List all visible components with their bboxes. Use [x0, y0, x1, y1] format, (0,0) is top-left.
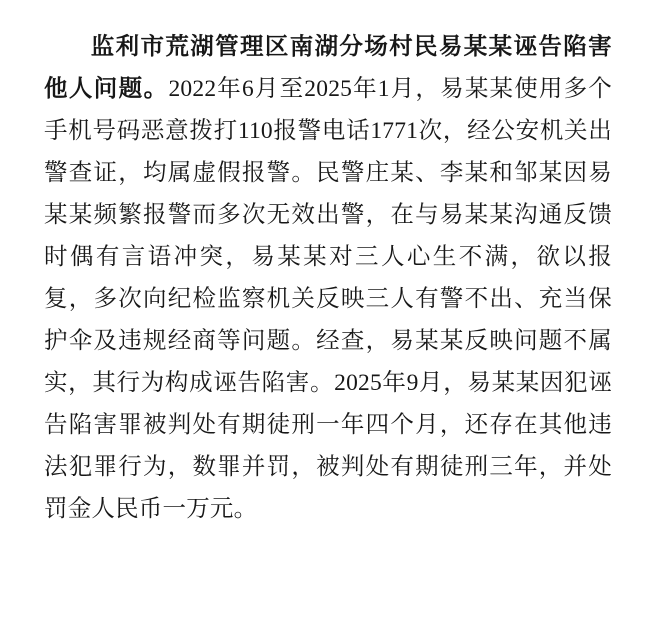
- case-headline: 监利市荒湖管理区南湖分场村民易某某诬告陷害他人问题。: [44, 34, 612, 102]
- article-body: [44, 26, 612, 530]
- case-description: 2022年6月至2025年1月，易某某使用多个手机号码恶意拨打110报警电话1771次，经公安机关出警查证，均属虚假报警。民警庄某、李某和邹某因易某某频繁报警而多次无效出警，在与易某某沟通反馈时偶有言语冲突，易某某对三人心生不满，欲以报复，多次向纪检监察机关反映三人有警不出、充当保护伞及违规经商等问题。经查，易某某反映问题不属实，其行为构成诬告陷害。2025年9月，易某某因犯诬告陷害罪被判处有期徒刑一年四个月，还存在其他违法犯罪行为，数罪并罚，被判处有期徒刑三年，并处罚金人民币一万元。: [44, 76, 613, 522]
